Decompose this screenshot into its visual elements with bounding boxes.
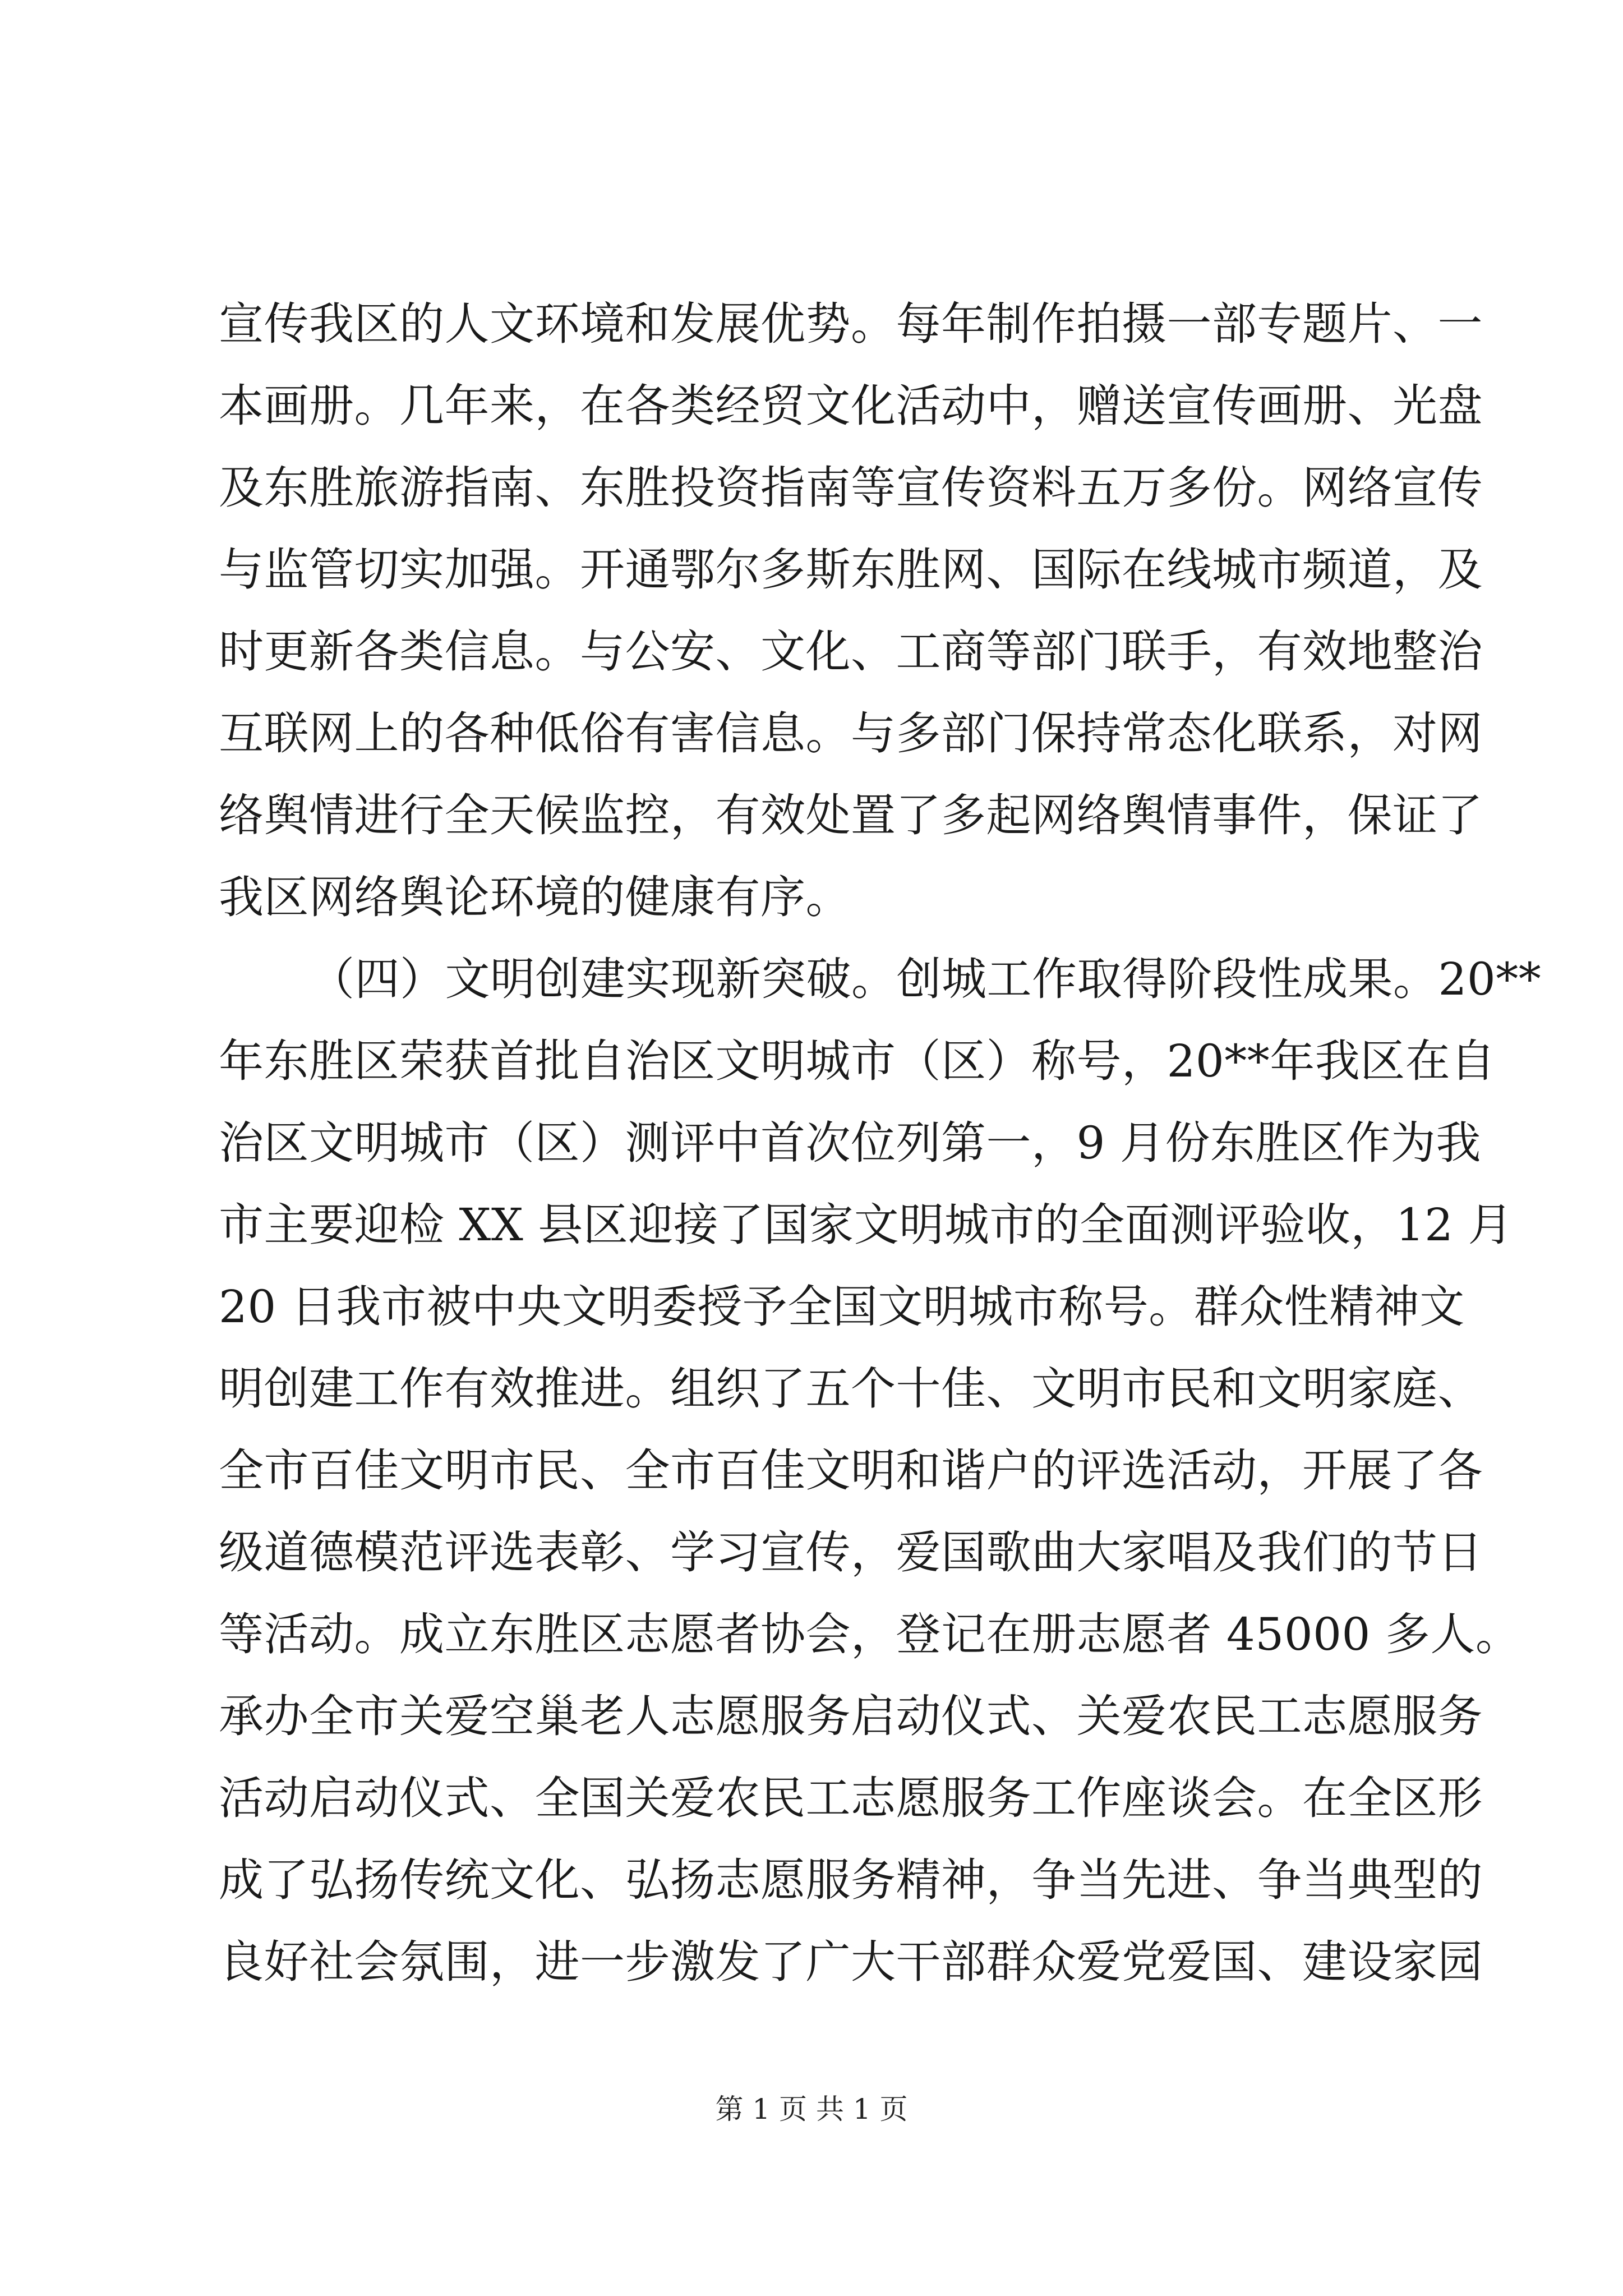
text-line: 互联网上的各种低俗有害信息。与多部门保持常态化联系，对网 [219, 707, 1483, 760]
text-line: 络舆情进行全天候监控，有效处置了多起网络舆情事件，保证了 [219, 789, 1483, 841]
text-line: 我区网络舆论环境的健康有序。 [219, 871, 851, 923]
text-line: 宣传我区的人文环境和发展优势。每年制作拍摄一部专题片、一 [219, 298, 1483, 350]
text-line: 全市百佳文明市民、全市百佳文明和谐户的评选活动，开展了各 [219, 1444, 1483, 1497]
page-footer [0, 2090, 1623, 2129]
text-line: 年东胜区荣获首批自治区文明城市（区）称号，20**年我区在自 [219, 1035, 1496, 1087]
text-line: 活动启动仪式、全国关爱农民工志愿服务工作座谈会。在全区形 [219, 1772, 1483, 1824]
text-line: 等活动。成立东胜区志愿者协会，登记在册志愿者 45000 多人。 [219, 1608, 1521, 1660]
text-line: 与监管切实加强。开通鄂尔多斯东胜网、国际在线城市频道，及 [219, 544, 1483, 596]
text-line: 良好社会氛围，进一步激发了广大干部群众爱党爱国、建设家园 [219, 1936, 1483, 1988]
paragraph-start-line: （四）文明创建实现新突破。创城工作取得阶段性成果。20** [310, 953, 1542, 1005]
document-body [219, 283, 1542, 2003]
text-line: 及东胜旅游指南、东胜投资指南等宣传资料五万多份。网络宣传 [219, 462, 1483, 514]
text-line: 明创建工作有效推进。组织了五个十佳、文明市民和文明家庭、 [219, 1363, 1483, 1415]
text-line: 时更新各类信息。与公安、文化、工商等部门联手，有效地整治 [219, 625, 1483, 678]
text-line: 治区文明城市（区）测评中首次位列第一，9 月份东胜区作为我 [219, 1117, 1481, 1169]
page-number-label: 第 1 页 共 1 页 [715, 2093, 908, 2125]
text-line: 级道德模范评选表彰、学习宣传，爱国歌曲大家唱及我们的节日 [219, 1526, 1483, 1579]
text-line: 成了弘扬传统文化、弘扬志愿服务精神，争当先进、争当典型的 [219, 1854, 1483, 1906]
text-line: 本画册。几年来，在各类经贸文化活动中，赠送宣传画册、光盘 [219, 380, 1483, 432]
text-line: 市主要迎检 XX 县区迎接了国家文明城市的全面测评验收，12 月 [219, 1199, 1513, 1251]
text-line: 20 日我市被中央文明委授予全国文明城市称号。群众性精神文 [219, 1281, 1465, 1333]
text-line: 承办全市关爱空巢老人志愿服务启动仪式、关爱农民工志愿服务 [219, 1690, 1483, 1742]
